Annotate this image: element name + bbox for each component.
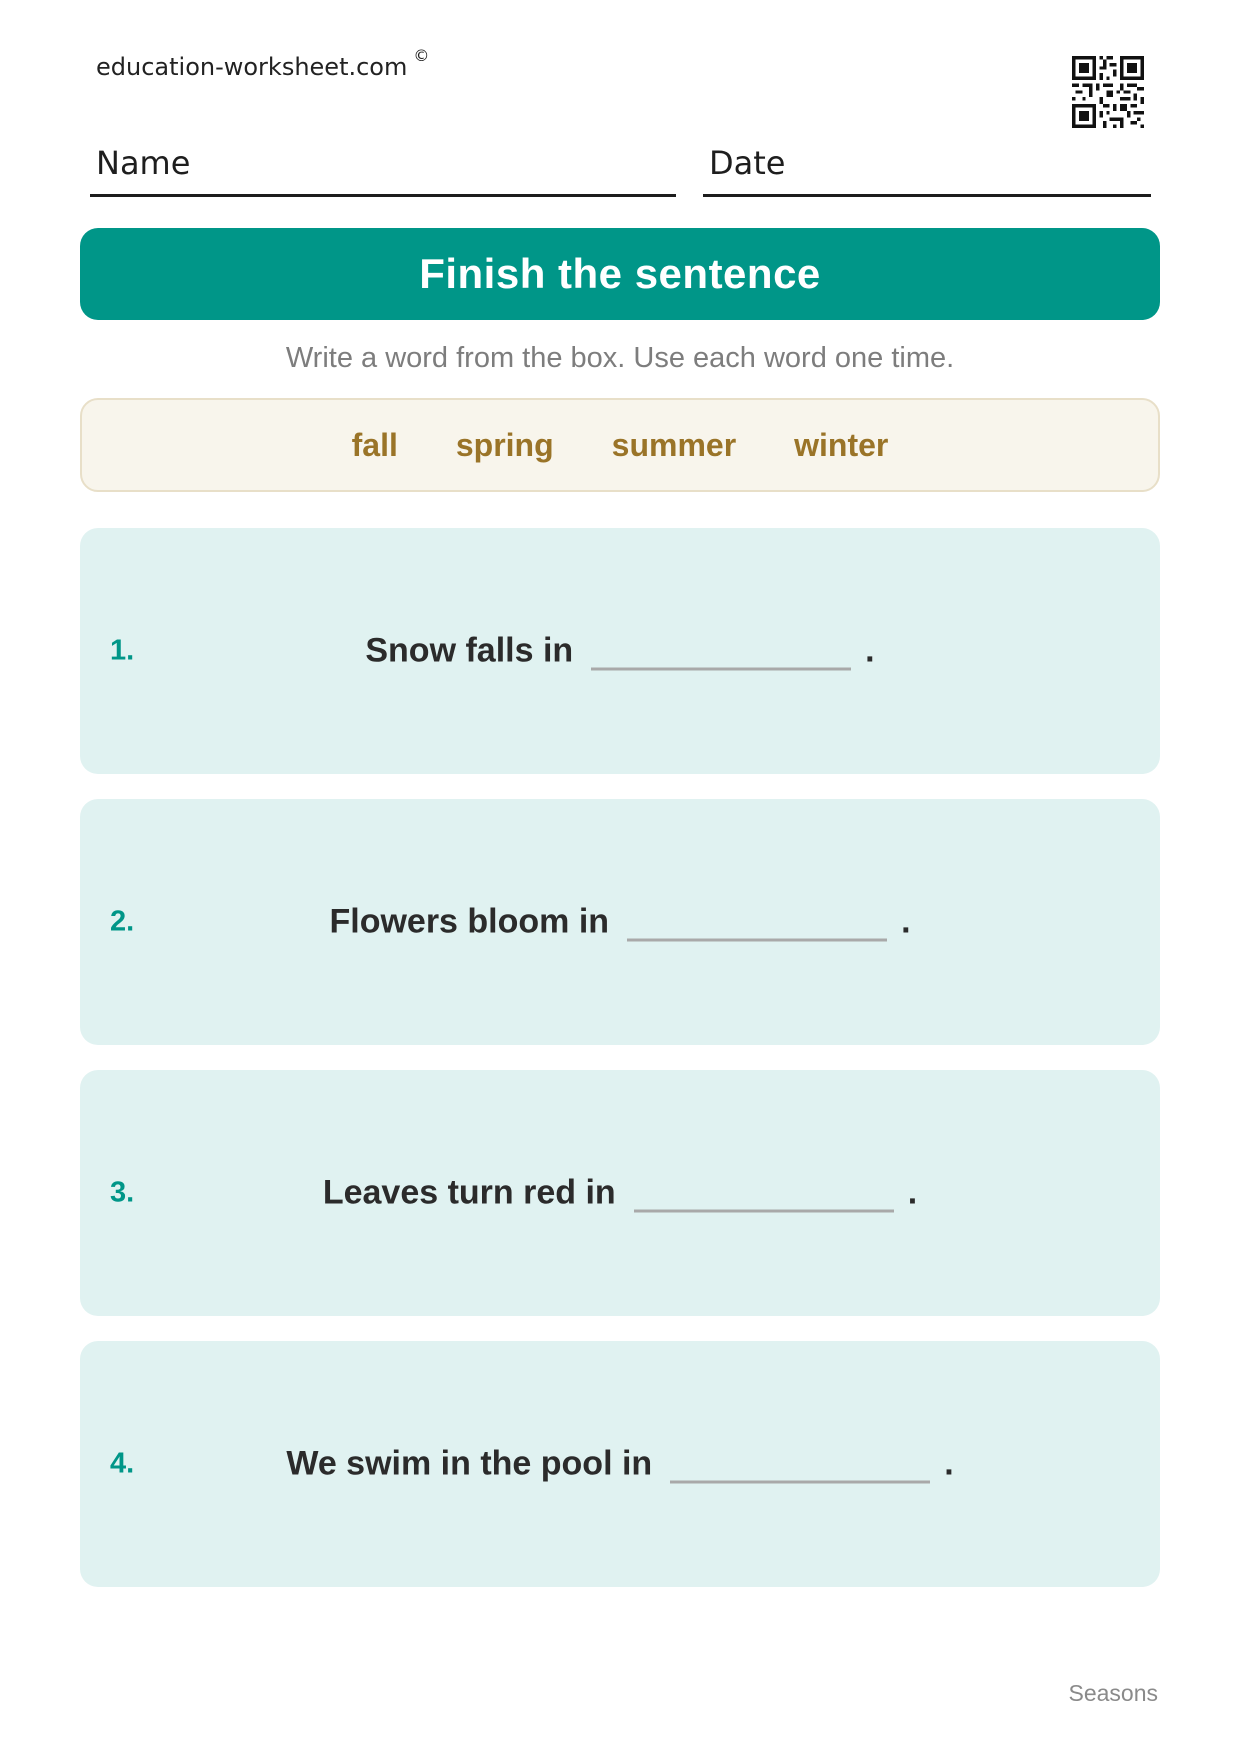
sentence-period: .	[907, 1173, 918, 1212]
question-number: 2.	[110, 905, 135, 938]
word-bank	[80, 398, 1160, 492]
question-text: Leaves turn red in	[322, 1173, 616, 1212]
answer-blank[interactable]	[634, 1176, 894, 1213]
word-bank-item: winter	[794, 426, 889, 463]
word-bank-item: summer	[611, 426, 737, 463]
date-field[interactable]	[703, 140, 1151, 197]
name-label: Name	[96, 144, 191, 182]
question-number: 3.	[110, 1176, 135, 1209]
footer-topic: Seasons	[1068, 1680, 1158, 1706]
question-sentence	[80, 1174, 1160, 1213]
instructions: Write a word from the box. Use each word one time.	[285, 342, 955, 374]
title-banner	[80, 228, 1160, 320]
site-brand	[96, 46, 429, 81]
question-card-3	[80, 1070, 1160, 1316]
answer-blank[interactable]	[627, 905, 887, 942]
site-name: education-worksheet.com	[96, 53, 408, 81]
copyright-symbol: ©	[413, 46, 430, 65]
name-field[interactable]	[90, 140, 676, 197]
question-text: Flowers bloom in	[329, 902, 610, 941]
question-sentence	[80, 1445, 1160, 1484]
answer-blank[interactable]	[670, 1447, 930, 1484]
question-number: 4.	[110, 1447, 135, 1480]
question-card-1	[80, 528, 1160, 774]
word-bank-item: spring	[455, 426, 554, 463]
question-text: We swim in the pool in	[286, 1444, 653, 1483]
answer-blank[interactable]	[591, 634, 851, 671]
question-sentence	[80, 632, 1160, 671]
question-sentence	[80, 903, 1160, 942]
question-number: 1.	[110, 634, 135, 667]
word-bank-item: fall	[351, 426, 398, 463]
question-card-4	[80, 1341, 1160, 1587]
sentence-period: .	[944, 1444, 954, 1483]
question-text: Snow falls in	[365, 631, 574, 670]
sentence-period: .	[865, 631, 875, 670]
date-label: Date	[709, 144, 786, 182]
sentence-period: .	[901, 902, 911, 941]
qr-code-icon	[1072, 56, 1144, 128]
question-card-2	[80, 799, 1160, 1045]
page-title: Finish the sentence	[419, 250, 821, 297]
